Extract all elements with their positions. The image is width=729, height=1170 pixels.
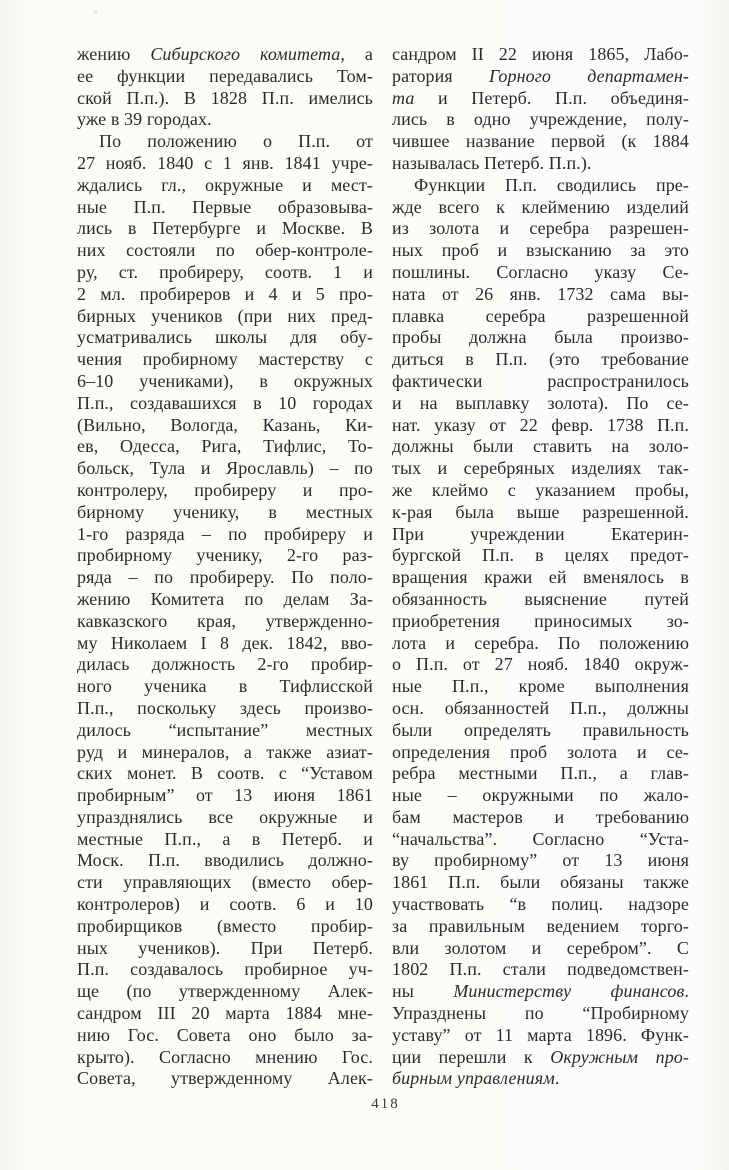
text-line: ны Министерству финансов. <box>392 981 689 1002</box>
text-line: ных учеников). При Петерб. <box>77 937 373 958</box>
text-line: ных проб и взысканию за это <box>392 240 689 261</box>
text-line: нат. указу от 22 февр. 1738 П.п. <box>392 414 689 435</box>
text-line: них состояли по обер-контроле- <box>77 240 373 261</box>
text-line: сандром III 20 марта 1884 мне- <box>77 1003 373 1024</box>
text-line: участвовать “в полиц. надзоре <box>392 894 689 915</box>
text-line: ратория Горного департамен- <box>392 65 689 86</box>
text-line: называлась Петерб. П.п.). <box>392 152 592 173</box>
text-line: ные – окружными по жало- <box>392 785 689 806</box>
text-line: 1-го разряда – по пробиреру и <box>77 523 373 544</box>
text-line: были определять правильность <box>392 719 689 740</box>
text-line: пробирщиков (вместо пробир- <box>77 915 373 936</box>
article-text <box>77 44 689 1090</box>
text-line: фактически распространилось <box>392 370 689 391</box>
text-line: приобретения приносимых зо- <box>392 610 689 631</box>
text-line: П.п., создавашихся в 10 городах <box>77 392 373 413</box>
text-line: ждались гл., окружные и мест- <box>77 174 373 195</box>
text-line: “начальства”. Согласно “Уста- <box>392 828 689 849</box>
text-line: 27 нояб. 1840 с 1 янв. 1841 учре- <box>77 152 373 173</box>
text-line: ряда – по пробиреру. По поло- <box>77 567 373 588</box>
text-column-left <box>77 44 373 1090</box>
text-line: П.п., поскольку здесь произво- <box>77 697 373 718</box>
page-number: 418 <box>371 1096 400 1112</box>
text-line: уже в 39 городах. <box>77 109 212 130</box>
text-line: кавказского края, утвержденно- <box>77 610 373 631</box>
text-line: лись в одно учреждение, полу- <box>392 109 689 130</box>
text-line: пробирным” от 13 июня 1861 <box>77 785 373 806</box>
text-line: Моск. П.п. вводились должно- <box>77 850 373 871</box>
text-line: из золота и серебра разрешен- <box>392 218 689 239</box>
text-line: дилась должность 2-го пробир- <box>77 654 373 675</box>
text-line: определения проб золота и се- <box>392 741 689 762</box>
text-line: и на выплавку золота). По се- <box>392 392 689 413</box>
text-line: контролеров) и соотв. 6 и 10 <box>77 894 373 915</box>
text-line: за правильным ведением торго- <box>392 915 689 936</box>
text-line: тых и серебряных изделиях так- <box>392 458 689 479</box>
text-line: ребра местными П.п., а глав- <box>392 763 689 784</box>
text-line: пробы должна была произво- <box>392 327 689 348</box>
text-line: лота и серебра. По положению <box>392 632 689 653</box>
text-line: осн. обязанностей П.п., должны <box>392 697 689 718</box>
text-line: При учреждении Екатерин- <box>392 523 689 544</box>
text-line: о П.п. от 27 нояб. 1840 окруж- <box>392 654 689 675</box>
text-line: Совета, утвержденному Алек- <box>77 1068 373 1089</box>
text-line: По положению о П.п. от <box>99 131 373 152</box>
text-line: ные П.п. Первые образовыва- <box>77 196 373 217</box>
text-line: дилось “испытание” местных <box>77 719 373 740</box>
scan-speck-icon: × <box>93 7 99 17</box>
text-line: сти управляющих (вместо обер- <box>77 872 373 893</box>
text-line: уставу” от 11 марта 1896. Функ- <box>392 1024 689 1045</box>
text-line: бам мастеров и требованию <box>392 806 689 827</box>
text-line: 1861 П.п. были обязаны также <box>392 872 689 893</box>
text-line: усматривались школы для обу- <box>77 327 373 348</box>
text-line: бирным управлениям. <box>392 1068 560 1089</box>
text-line: та и Петерб. П.п. объединя- <box>392 87 689 108</box>
text-line: П.п. создавалось пробирное уч- <box>77 959 373 980</box>
text-line: ских монет. В соотв. с “Уставом <box>77 763 373 784</box>
text-line: му Николаем I 8 дек. 1842, вво- <box>77 632 373 653</box>
text-line: диться в П.п. (это требование <box>392 349 689 370</box>
text-line: (Вильно, Вологда, Казань, Ки- <box>77 414 373 435</box>
text-line: упразднялись все окружные и <box>77 806 373 827</box>
text-line: крыто). Согласно мнению Гос. <box>77 1046 373 1067</box>
text-line: бирному ученику, в местных <box>77 501 373 522</box>
text-line: лись в Петербурге и Москве. В <box>77 218 373 239</box>
text-line: пробирному ученику, 2-го раз- <box>77 545 373 566</box>
text-line: вли золотом и серебром”. С <box>392 937 689 958</box>
text-line: чения пробирному мастерству с <box>77 349 373 370</box>
text-line: 2 мл. пробиреров и 4 и 5 про- <box>77 283 373 304</box>
text-line: плавка серебра разрешенной <box>392 305 689 326</box>
text-line: должны были ставить на золо- <box>392 436 689 457</box>
text-line: ции перешли к Окружным про- <box>392 1046 689 1067</box>
text-line: Функции П.п. сводились пре- <box>414 174 689 195</box>
text-line: ще (по утвержденному Алек- <box>77 981 373 1002</box>
text-line: сандром II 22 июня 1865, Лабо- <box>392 44 689 64</box>
text-line: ната от 26 янв. 1732 сама вы- <box>392 283 689 304</box>
text-line: контролеру, пробиреру и про- <box>77 479 373 500</box>
text-line: нию Гос. Совета оно было за- <box>77 1024 373 1045</box>
text-line: жению Комитета по делам За- <box>77 588 373 609</box>
text-line: бургской П.п. в целях предот- <box>392 545 689 566</box>
text-line: руд и минералов, а также азиат- <box>77 741 373 762</box>
text-line: 6–10 учениками), в окружных <box>77 370 373 391</box>
text-line: обязанность выяснение путей <box>392 588 689 609</box>
text-line: жению Сибирского комитета, а <box>77 44 373 64</box>
text-line: ру, ст. пробиреру, соотв. 1 и <box>77 261 373 282</box>
text-line: местные П.п., а в Петерб. и <box>77 828 373 849</box>
text-line: пошлины. Согласно указу Се- <box>392 261 689 282</box>
text-line: ской П.п.). В 1828 П.п. имелись <box>77 87 373 108</box>
text-line: вращения кражи ей вменялось в <box>392 567 689 588</box>
text-line: 1802 П.п. стали подведомствен- <box>392 959 689 980</box>
text-line: Упразднены по “Пробирному <box>392 1003 689 1024</box>
text-line: ного ученика в Тифлисской <box>77 676 373 697</box>
text-line: больск, Тула и Ярославль) – по <box>77 458 373 479</box>
text-line: ев, Одесса, Рига, Тифлис, То- <box>77 436 373 457</box>
text-line: чившее название первой (к 1884 <box>392 131 689 152</box>
text-line: ее функции передавались Том- <box>77 65 373 86</box>
text-line: ные П.п., кроме выполнения <box>392 676 689 697</box>
text-line: к-рая была выше разрешенной. <box>392 501 689 522</box>
text-line: бирных учеников (при них пред- <box>77 305 373 326</box>
text-line: же клеймо с указанием пробы, <box>392 479 689 500</box>
text-column-right <box>392 44 689 1090</box>
text-line: жде всего к клеймению изделий <box>392 196 689 217</box>
text-line: ву пробирному” от 13 июня <box>392 850 689 871</box>
